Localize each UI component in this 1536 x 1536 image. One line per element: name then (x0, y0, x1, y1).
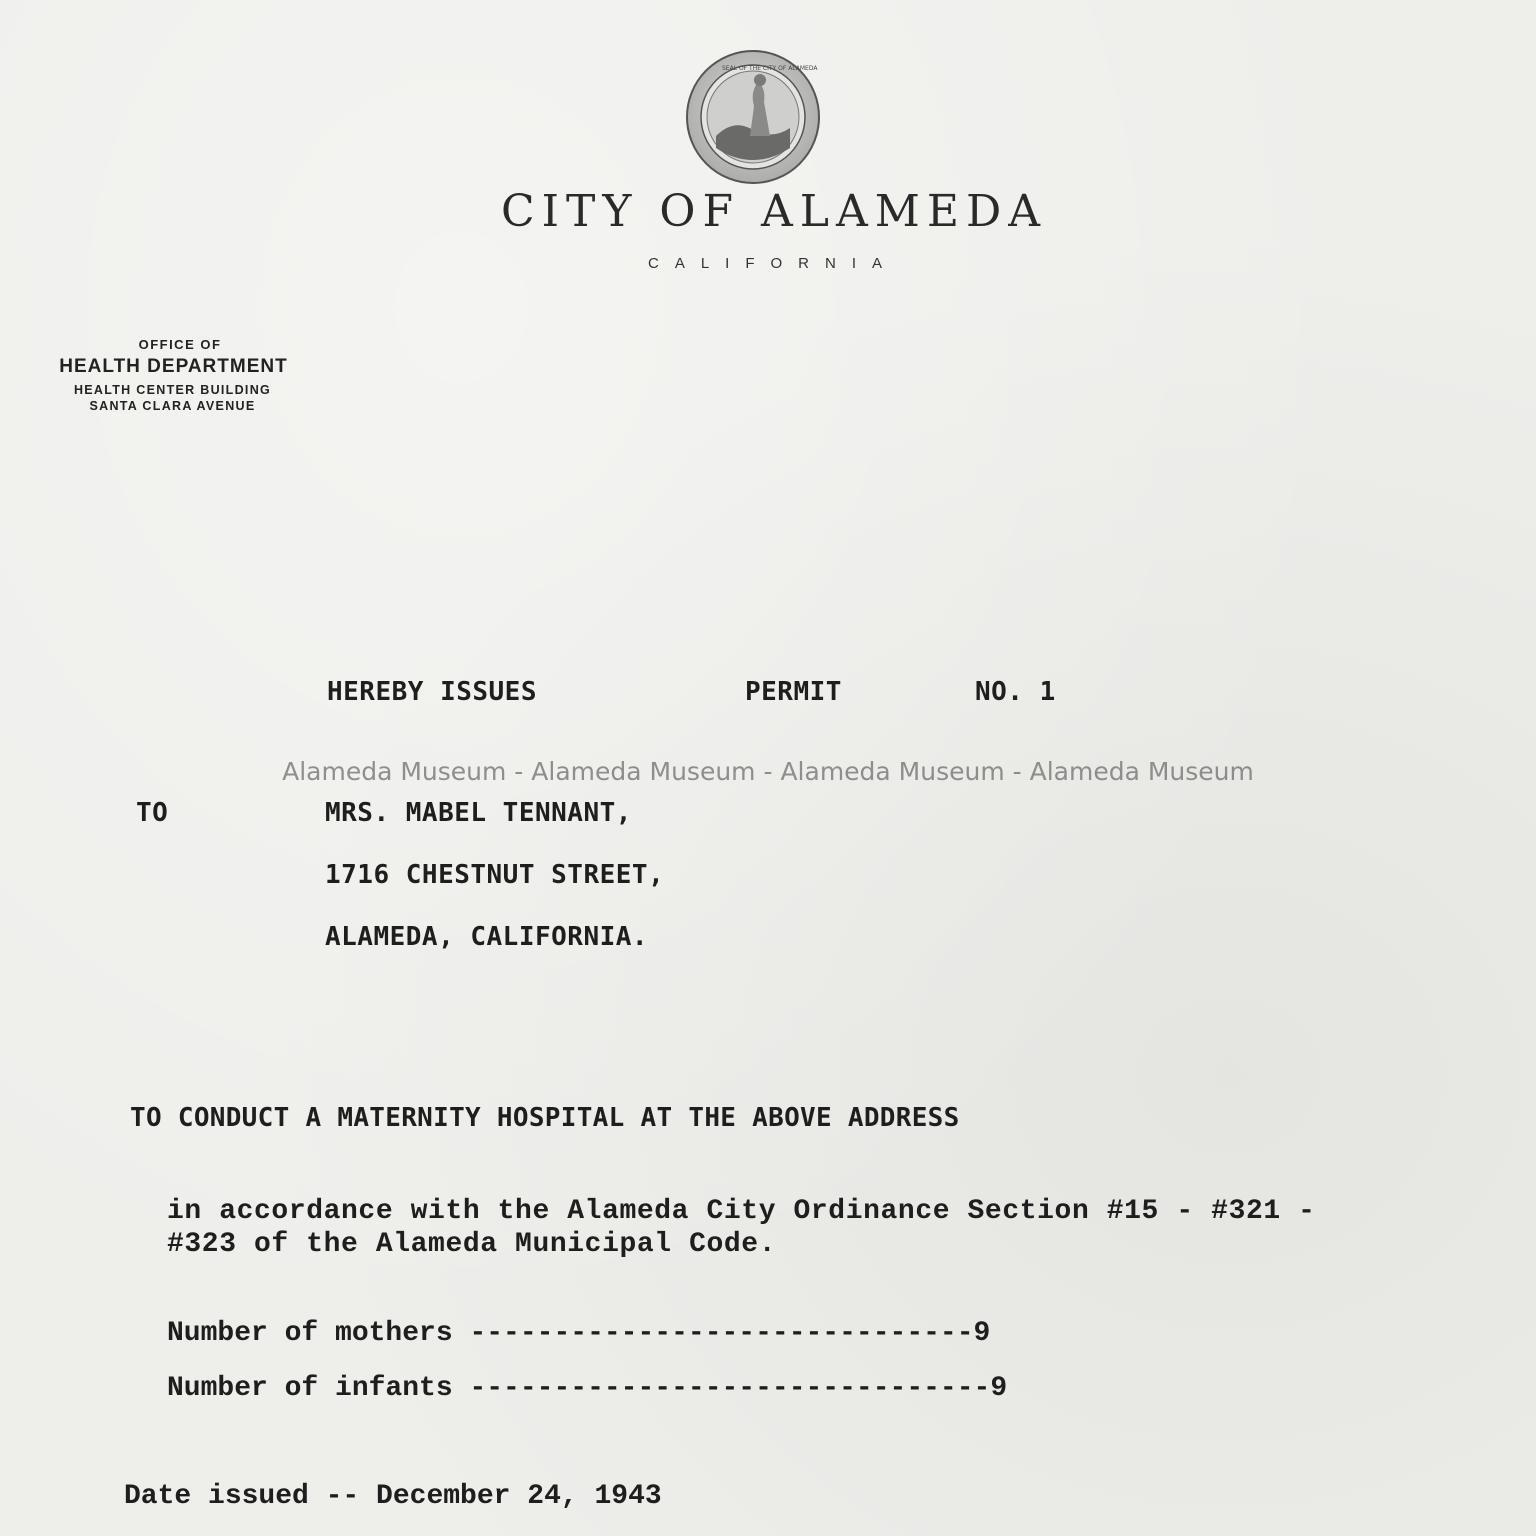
purpose-line: TO CONDUCT A MATERNITY HOSPITAL AT THE ABOVE ADDRESS (130, 1103, 960, 1133)
state-name: CALIFORNIA (647, 255, 898, 272)
street-name: SANTA CLARA AVENUE (89, 399, 256, 413)
mothers-value: 9 (973, 1318, 991, 1349)
building-name: HEALTH CENTER BUILDING (73, 383, 272, 397)
infants-value: 9 (990, 1373, 1008, 1404)
recipient-address: 1716 CHESTNUT STREET, (325, 860, 665, 890)
hereby-issues: HEREBY ISSUES (327, 677, 537, 707)
to-label: TO (136, 798, 169, 828)
infants-label: Number of infants (167, 1373, 470, 1404)
mothers-row (167, 1318, 990, 1349)
mothers-label: Number of mothers (167, 1318, 470, 1349)
mothers-leader: ------------------------------ (469, 1318, 974, 1349)
department-name: HEALTH DEPARTMENT (59, 356, 288, 377)
infants-leader: ------------------------------- (469, 1373, 991, 1404)
watermark-text: Alameda Museum - Alameda Museum - Alameda Museum - Alameda Museum (282, 757, 1254, 786)
recipient-city: ALAMEDA, CALIFORNIA. (325, 922, 649, 952)
ordinance-line-1: in accordance with the Alameda City Ordinance Section #15 - #321 - (167, 1196, 1316, 1227)
recipient-name: MRS. MABEL TENNANT, (325, 798, 632, 828)
infants-row (167, 1373, 1007, 1404)
svg-text:SEAL OF THE CITY OF ALAMEDA: SEAL OF THE CITY OF ALAMEDA (722, 65, 818, 72)
permit-label: PERMIT (745, 677, 842, 707)
city-title: CITY OF ALAMEDA (500, 186, 1047, 237)
ordinance-line-2: #323 of the Alameda Municipal Code. (167, 1229, 777, 1260)
permit-number: NO. 1 (975, 677, 1056, 707)
date-issued: Date issued -- December 24, 1943 (124, 1481, 662, 1512)
office-of-label: OFFICE OF (138, 337, 222, 352)
city-seal (684, 48, 822, 186)
